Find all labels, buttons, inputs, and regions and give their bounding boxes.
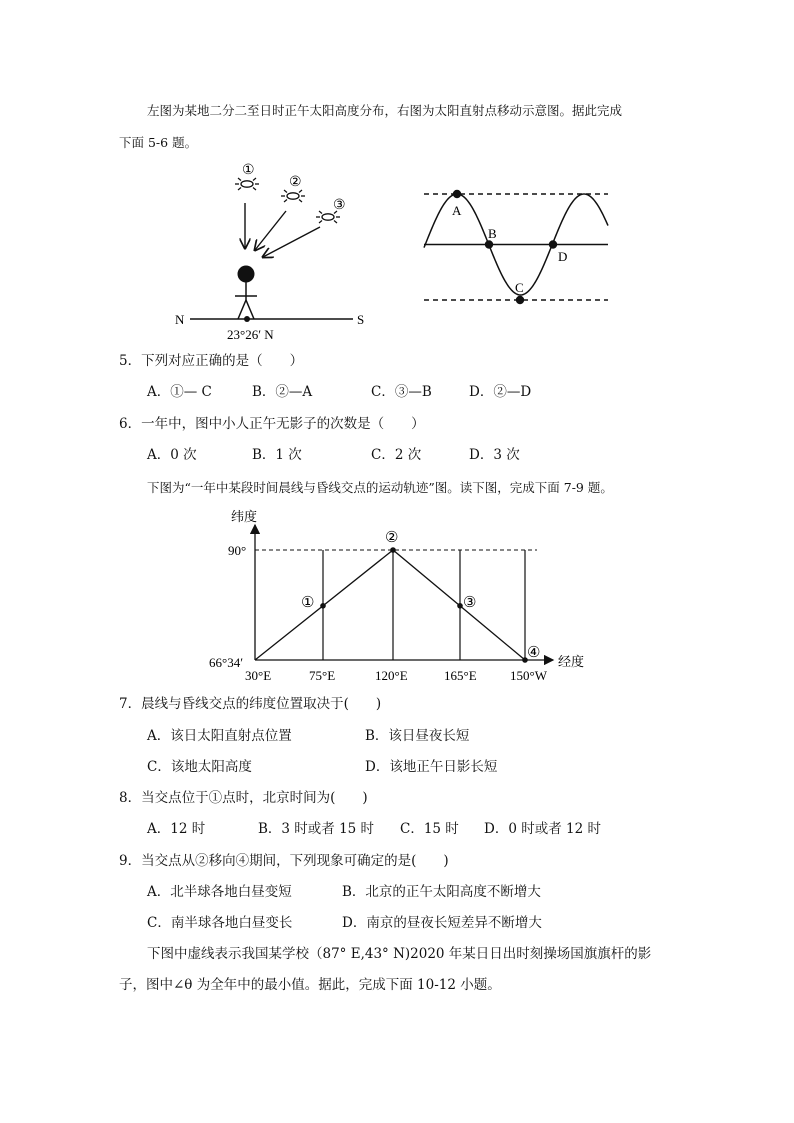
point-label-1: ① — [301, 595, 315, 611]
q8-option-a: A．12 时 — [147, 821, 206, 837]
q5-option-a: A．①— C — [147, 384, 212, 400]
question-7-stem: 7．晨线与昏线交点的纬度位置取决于( ) — [119, 696, 382, 712]
sun-label-1: ① — [242, 163, 255, 178]
label-a: A — [452, 203, 462, 218]
y-axis-label: 纬度 — [231, 509, 258, 524]
q9-option-b: B．北京的正午太阳高度不断增大 — [342, 884, 541, 900]
question-9-stem: 9．当交点从②移向④期间，下列现象可确定的是( ) — [119, 853, 449, 869]
q9-option-c: C．南半球各地白昼变长 — [147, 915, 293, 931]
intersection-trajectory-figure — [195, 505, 600, 690]
north-label: N — [175, 312, 185, 327]
intro-10-12-line1: 下图中虚线表示我国某学校（87° E,43° N)2020 年某日日出时刻操场国旗旗杆的影 — [147, 946, 652, 962]
point-1 — [320, 603, 326, 609]
label-d: D — [558, 249, 568, 264]
point-2 — [390, 547, 396, 553]
q9-option-a: A．北半球各地白昼变短 — [147, 884, 292, 900]
q6-option-d: D．3 次 — [469, 447, 520, 463]
sun-ray-2 — [255, 211, 286, 250]
sun-ray-3 — [263, 227, 320, 257]
point-label-3: ③ — [463, 595, 477, 611]
q5-option-b: B．②—A — [252, 384, 313, 400]
x-tick-30e: 30°E — [245, 668, 272, 683]
q5-option-d: D．②—D — [469, 384, 532, 400]
trajectory-line — [255, 550, 525, 660]
intro-7-9: 下图为“一年中某段时间晨线与昏线交点的运动轨迹”图。读下图，完成下面 7-9 题。 — [147, 480, 613, 495]
label-b: B — [488, 226, 497, 241]
point-b — [485, 240, 493, 248]
point-d — [549, 240, 557, 248]
person-figure — [235, 266, 257, 320]
sun-icon-1 — [235, 178, 259, 190]
intro-5-6-line2: 下面 5-6 题。 — [119, 135, 198, 150]
q6-option-b: B．1 次 — [252, 447, 302, 463]
point-c — [516, 296, 524, 304]
sun-icon-2 — [281, 190, 305, 202]
x-tick-165e: 165°E — [444, 668, 477, 683]
question-6-stem: 6．一年中，图中小人正午无影子的次数是（ ） — [119, 416, 425, 432]
q5-option-c: C．③—B — [371, 384, 432, 400]
noon-sun-altitude-figure — [165, 155, 380, 345]
intro-5-6-line1: 左图为某地二分二至日时正午太阳高度分布，右图为太阳直射点移动示意图。据此完成 — [147, 103, 623, 118]
intro-10-12-line2: 子，图中∠θ 为全年中的最小值。据此，完成下面 10-12 小题。 — [119, 977, 501, 993]
location-point — [244, 316, 250, 322]
q7-option-b: B．该日昼夜长短 — [365, 728, 470, 744]
sun-label-2: ② — [289, 175, 302, 190]
latitude-label: 23°26′ N — [227, 327, 274, 342]
q8-option-d: D．0 时或者 12 时 — [484, 821, 601, 837]
south-label: S — [357, 312, 365, 327]
point-label-4: ④ — [527, 645, 541, 661]
q6-option-a: A．0 次 — [147, 447, 197, 463]
q6-option-c: C．2 次 — [371, 447, 422, 463]
q7-option-a: A．该日太阳直射点位置 — [147, 728, 292, 744]
q8-option-b: B．3 时或者 15 时 — [258, 821, 375, 837]
x-axis-label: 经度 — [558, 654, 585, 669]
x-tick-120e: 120°E — [375, 668, 408, 683]
y-tick-66: 66°34′ — [209, 655, 244, 670]
x-tick-75e: 75°E — [309, 668, 336, 683]
x-tick-150w: 150°W — [510, 668, 547, 683]
question-5-stem: 5．下列对应正确的是（ ） — [119, 353, 304, 369]
q7-option-d: D．该地正午日影长短 — [365, 759, 498, 775]
label-c: C — [515, 280, 524, 295]
point-3 — [457, 603, 463, 609]
direct-sun-point-figure — [418, 185, 618, 310]
y-tick-90: 90° — [228, 543, 247, 558]
point-a — [453, 190, 461, 198]
q8-option-c: C．15 时 — [400, 821, 459, 837]
point-label-2: ② — [385, 530, 399, 546]
question-8-stem: 8．当交点位于①点时，北京时间为( ) — [119, 790, 368, 806]
q9-option-d: D．南京的昼夜长短差异不断增大 — [342, 915, 542, 931]
q7-option-c: C．该地太阳高度 — [147, 759, 252, 775]
sun-label-3: ③ — [333, 198, 346, 213]
